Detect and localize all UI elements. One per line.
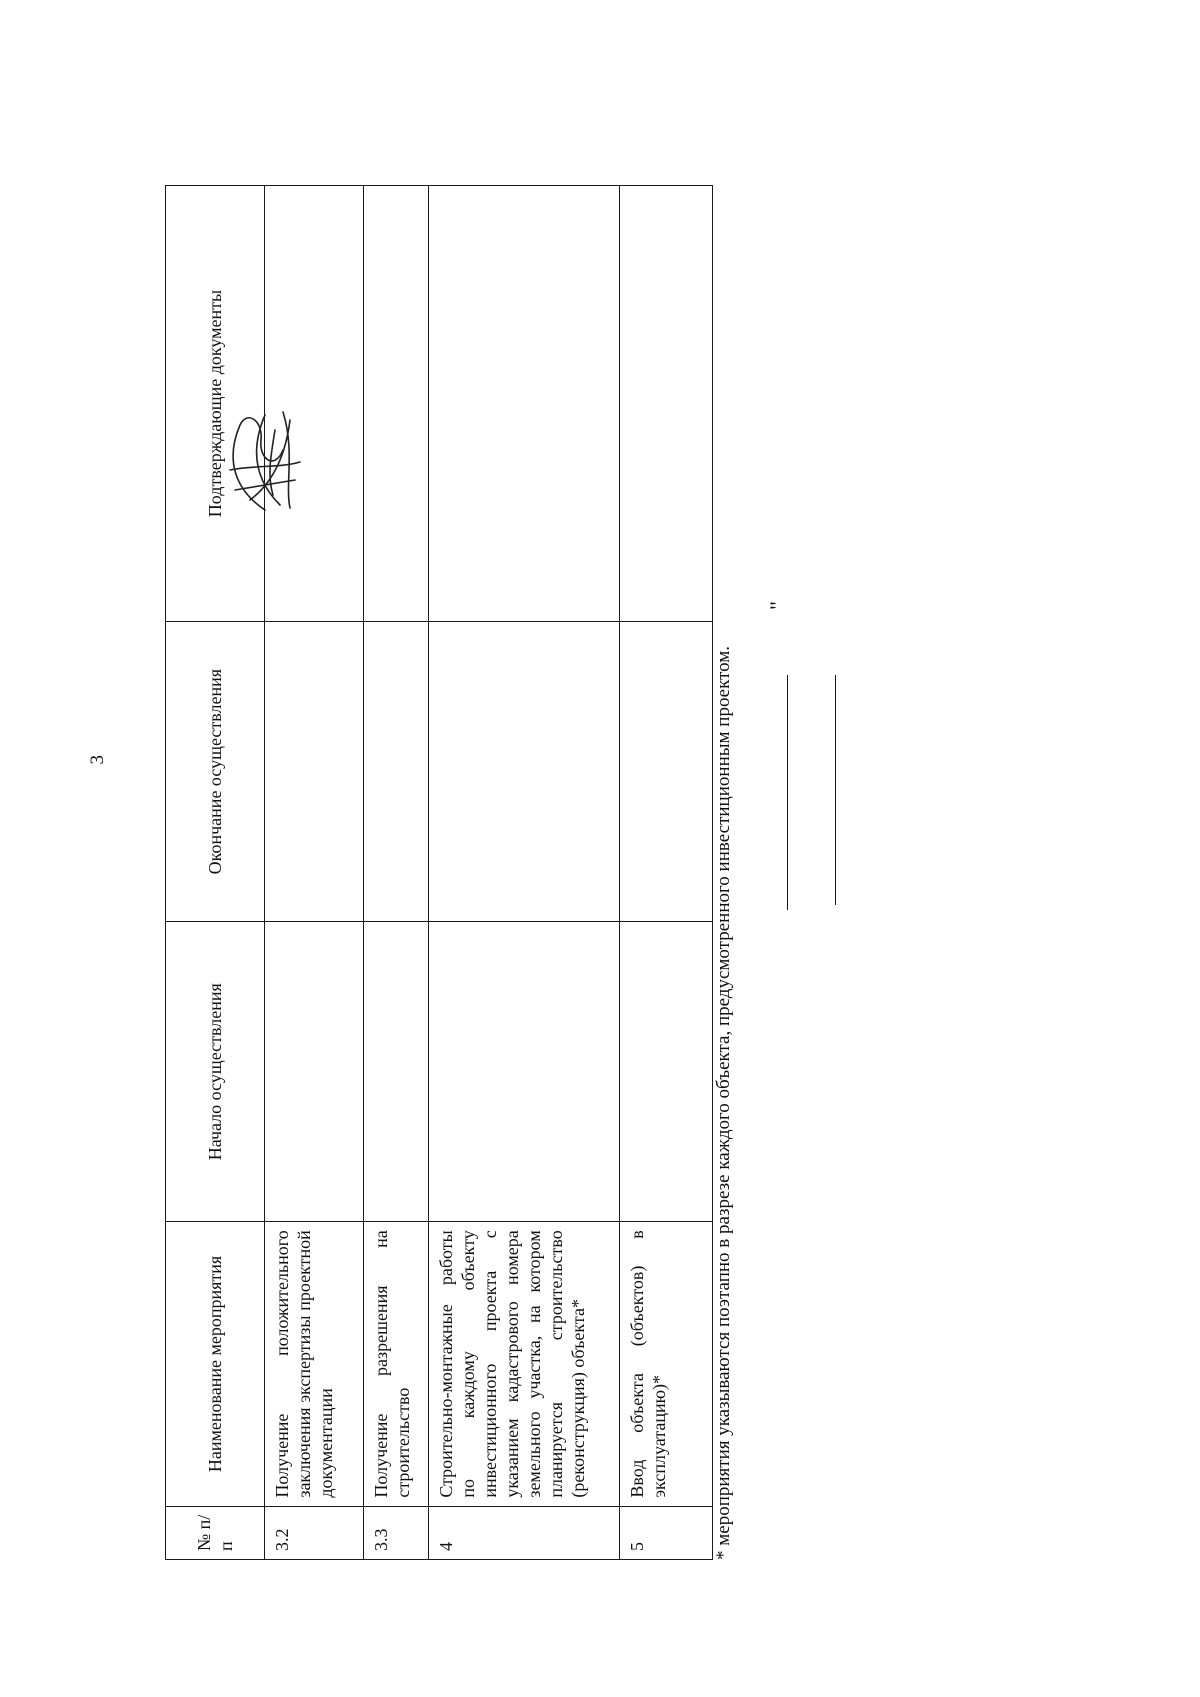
table-header-row (166, 186, 265, 1560)
cell-num: 3.3 (364, 1506, 429, 1559)
closing-quote: " (765, 601, 790, 610)
cell-num: 4 (429, 1506, 620, 1559)
cell-end (364, 622, 429, 922)
footnote: * мероприятия указываются поэтапно в разрезе каждого объекта, предусмотренного инвестиционным проектом. (713, 645, 734, 1560)
cell-start (265, 922, 364, 1222)
cell-start (364, 922, 429, 1222)
cell-end (620, 622, 713, 922)
cell-name: Ввод объекта (объектов) в эксплуатацию)* (620, 1222, 713, 1506)
cell-end (265, 622, 364, 922)
cell-name: Получение положительного заключения экспертизы проектной документации (265, 1222, 364, 1506)
table-row (620, 186, 713, 1560)
header-num: № п/п (166, 1506, 265, 1559)
table-row (364, 186, 429, 1560)
cell-end (429, 622, 620, 922)
cell-docs (364, 186, 429, 622)
table-row (265, 186, 364, 1560)
header-name: Наименование мероприятия (166, 1222, 265, 1506)
header-start: Начало осуществления (166, 922, 265, 1222)
handwritten-signature-icon (195, 400, 315, 520)
signature-line (787, 675, 788, 910)
cell-start (620, 922, 713, 1222)
signature-line (835, 675, 836, 905)
schedule-table (165, 185, 713, 1560)
cell-start (429, 922, 620, 1222)
rotated-page (87, 0, 995, 1560)
cell-num: 5 (620, 1506, 713, 1559)
cell-num: 3.2 (265, 1506, 364, 1559)
cell-docs (429, 186, 620, 622)
header-end: Окончание осуществления (166, 622, 265, 922)
cell-name: Строительно-монтажные работы по каждому объекту инвестиционного проекта с указанием кадастрового номера земельного участка, на котором планируется строительство (реконструкция) объекта* (429, 1222, 620, 1506)
cell-docs (620, 186, 713, 622)
table-row (429, 186, 620, 1560)
header-docs: Подтверждающие документы (166, 186, 265, 622)
cell-name: Получение разрешения на строительство (364, 1222, 429, 1506)
page-number: 3 (87, 755, 108, 765)
